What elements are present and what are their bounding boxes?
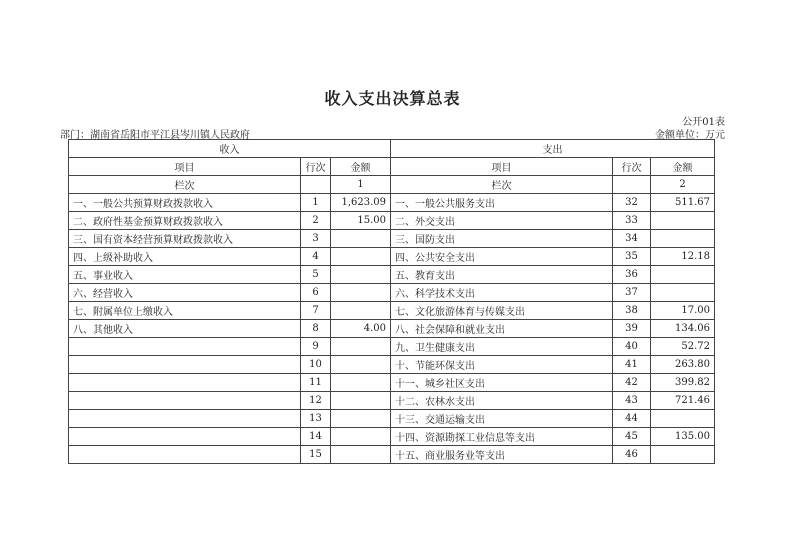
income-amount-cell bbox=[331, 266, 391, 284]
expense-amount-cell: 12.18 bbox=[651, 248, 715, 266]
income-item-cell bbox=[69, 410, 301, 428]
income-line-cell: 2 bbox=[301, 212, 331, 230]
table-row bbox=[69, 356, 715, 374]
income-amount-cell bbox=[331, 338, 391, 356]
income-line-cell: 5 bbox=[301, 266, 331, 284]
table-row bbox=[69, 248, 715, 266]
income-expense-table bbox=[68, 139, 715, 464]
income-line-cell: 3 bbox=[301, 230, 331, 248]
income-amount-cell bbox=[331, 374, 391, 392]
table-row bbox=[69, 374, 715, 392]
expense-amount-cell: 263.80 bbox=[651, 356, 715, 374]
expense-line-cell: 33 bbox=[613, 212, 651, 230]
income-item-cell: 八、其他收入 bbox=[69, 320, 301, 338]
amount-unit-label: 金额单位：万元 bbox=[655, 130, 725, 141]
expense-item-cell: 九、卫生健康支出 bbox=[391, 338, 613, 356]
income-amount-cell bbox=[331, 446, 391, 464]
expense-line-cell: 34 bbox=[613, 230, 651, 248]
income-column-number: 1 bbox=[331, 176, 391, 194]
expense-line-cell: 45 bbox=[613, 428, 651, 446]
expense-column-number: 2 bbox=[651, 176, 715, 194]
income-item-cell bbox=[69, 374, 301, 392]
expense-amount-cell bbox=[651, 266, 715, 284]
expense-line-cell: 44 bbox=[613, 410, 651, 428]
expense-amount-cell bbox=[651, 410, 715, 428]
expense-line-cell: 40 bbox=[613, 338, 651, 356]
expense-amount-cell: 511.67 bbox=[651, 194, 715, 212]
table-row bbox=[69, 392, 715, 410]
expense-item-cell: 八、社会保障和就业支出 bbox=[391, 320, 613, 338]
income-amount-cell: 1,623.09 bbox=[331, 194, 391, 212]
expense-item-cell: 三、国防支出 bbox=[391, 230, 613, 248]
table-row bbox=[69, 302, 715, 320]
expense-line-cell: 41 bbox=[613, 356, 651, 374]
expense-amount-header: 金额 bbox=[651, 158, 715, 176]
income-amount-cell: 4.00 bbox=[331, 320, 391, 338]
expense-line-cell: 35 bbox=[613, 248, 651, 266]
page-title: 收入支出决算总表 bbox=[324, 89, 461, 108]
expense-amount-cell bbox=[651, 230, 715, 248]
expense-amount-cell: 399.82 bbox=[651, 374, 715, 392]
table-row bbox=[69, 230, 715, 248]
income-item-header: 项目 bbox=[69, 158, 301, 176]
income-item-cell: 二、政府性基金预算财政拨款收入 bbox=[69, 212, 301, 230]
expense-line-cell: 42 bbox=[613, 374, 651, 392]
income-line-cell: 15 bbox=[301, 446, 331, 464]
table-row bbox=[69, 428, 715, 446]
income-item-cell bbox=[69, 392, 301, 410]
expense-item-cell: 一、一般公共服务支出 bbox=[391, 194, 613, 212]
expense-item-cell: 十三、交通运输支出 bbox=[391, 410, 613, 428]
income-line-cell: 1 bbox=[301, 194, 331, 212]
expense-amount-cell: 134.06 bbox=[651, 320, 715, 338]
income-amount-cell bbox=[331, 392, 391, 410]
department-label: 部门：湖南省岳阳市平江县岑川镇人民政府 bbox=[60, 130, 250, 141]
table-row bbox=[69, 320, 715, 338]
expense-amount-cell: 17.00 bbox=[651, 302, 715, 320]
expense-line-cell: 38 bbox=[613, 302, 651, 320]
table-row bbox=[69, 446, 715, 464]
income-amount-cell bbox=[331, 428, 391, 446]
income-item-cell: 四、上级补助收入 bbox=[69, 248, 301, 266]
income-line-cell: 11 bbox=[301, 374, 331, 392]
expense-line-cell: 32 bbox=[613, 194, 651, 212]
expense-amount-cell: 721.46 bbox=[651, 392, 715, 410]
expense-line-cell: 39 bbox=[613, 320, 651, 338]
income-amount-cell bbox=[331, 230, 391, 248]
expense-amount-cell bbox=[651, 212, 715, 230]
expense-item-cell: 五、教育支出 bbox=[391, 266, 613, 284]
income-item-cell: 六、经营收入 bbox=[69, 284, 301, 302]
expense-item-cell: 十五、商业服务业等支出 bbox=[391, 446, 613, 464]
table-row bbox=[69, 212, 715, 230]
income-line-header: 行次 bbox=[301, 158, 331, 176]
expense-section-header: 支出 bbox=[391, 140, 715, 158]
income-item-cell: 三、国有资本经营预算财政拨款收入 bbox=[69, 230, 301, 248]
table-row bbox=[69, 266, 715, 284]
expense-item-cell: 六、科学技术支出 bbox=[391, 284, 613, 302]
income-item-cell bbox=[69, 338, 301, 356]
expense-column-blank bbox=[613, 176, 651, 194]
income-section-header: 收入 bbox=[69, 140, 391, 158]
income-amount-cell bbox=[331, 410, 391, 428]
income-item-cell: 五、事业收入 bbox=[69, 266, 301, 284]
income-line-cell: 12 bbox=[301, 392, 331, 410]
income-line-cell: 9 bbox=[301, 338, 331, 356]
table-row bbox=[69, 284, 715, 302]
table-row bbox=[69, 410, 715, 428]
income-amount-cell: 15.00 bbox=[331, 212, 391, 230]
expense-item-cell: 十二、农林水支出 bbox=[391, 392, 613, 410]
expense-column-label: 栏次 bbox=[391, 176, 613, 194]
expense-item-cell: 十、节能环保支出 bbox=[391, 356, 613, 374]
expense-item-cell: 四、公共安全支出 bbox=[391, 248, 613, 266]
expense-line-cell: 43 bbox=[613, 392, 651, 410]
income-amount-header: 金额 bbox=[331, 158, 391, 176]
income-line-cell: 4 bbox=[301, 248, 331, 266]
income-item-cell: 一、一般公共预算财政拨款收入 bbox=[69, 194, 301, 212]
income-line-cell: 13 bbox=[301, 410, 331, 428]
income-amount-cell bbox=[331, 248, 391, 266]
expense-line-header: 行次 bbox=[613, 158, 651, 176]
income-line-cell: 7 bbox=[301, 302, 331, 320]
expense-item-cell: 二、外交支出 bbox=[391, 212, 613, 230]
income-item-cell bbox=[69, 428, 301, 446]
income-item-cell: 七、附属单位上缴收入 bbox=[69, 302, 301, 320]
expense-item-header: 项目 bbox=[391, 158, 613, 176]
form-number: 公开01表 bbox=[682, 117, 725, 128]
expense-item-cell: 十四、资源勘探工业信息等支出 bbox=[391, 428, 613, 446]
table-row bbox=[69, 338, 715, 356]
column-header-row bbox=[69, 158, 715, 176]
income-column-label: 栏次 bbox=[69, 176, 301, 194]
expense-item-cell: 十一、城乡社区支出 bbox=[391, 374, 613, 392]
income-amount-cell bbox=[331, 284, 391, 302]
income-item-cell bbox=[69, 356, 301, 374]
income-amount-cell bbox=[331, 302, 391, 320]
expense-amount-cell bbox=[651, 284, 715, 302]
income-item-cell bbox=[69, 446, 301, 464]
income-line-cell: 6 bbox=[301, 284, 331, 302]
section-header-row bbox=[69, 140, 715, 158]
expense-amount-cell: 52.72 bbox=[651, 338, 715, 356]
expense-item-cell: 七、文化旅游体育与传媒支出 bbox=[391, 302, 613, 320]
expense-line-cell: 46 bbox=[613, 446, 651, 464]
income-line-cell: 10 bbox=[301, 356, 331, 374]
income-column-blank bbox=[301, 176, 331, 194]
column-number-row bbox=[69, 176, 715, 194]
income-line-cell: 8 bbox=[301, 320, 331, 338]
table-row bbox=[69, 194, 715, 212]
expense-line-cell: 36 bbox=[613, 266, 651, 284]
income-line-cell: 14 bbox=[301, 428, 331, 446]
income-amount-cell bbox=[331, 356, 391, 374]
expense-amount-cell: 135.00 bbox=[651, 428, 715, 446]
expense-amount-cell bbox=[651, 446, 715, 464]
expense-line-cell: 37 bbox=[613, 284, 651, 302]
